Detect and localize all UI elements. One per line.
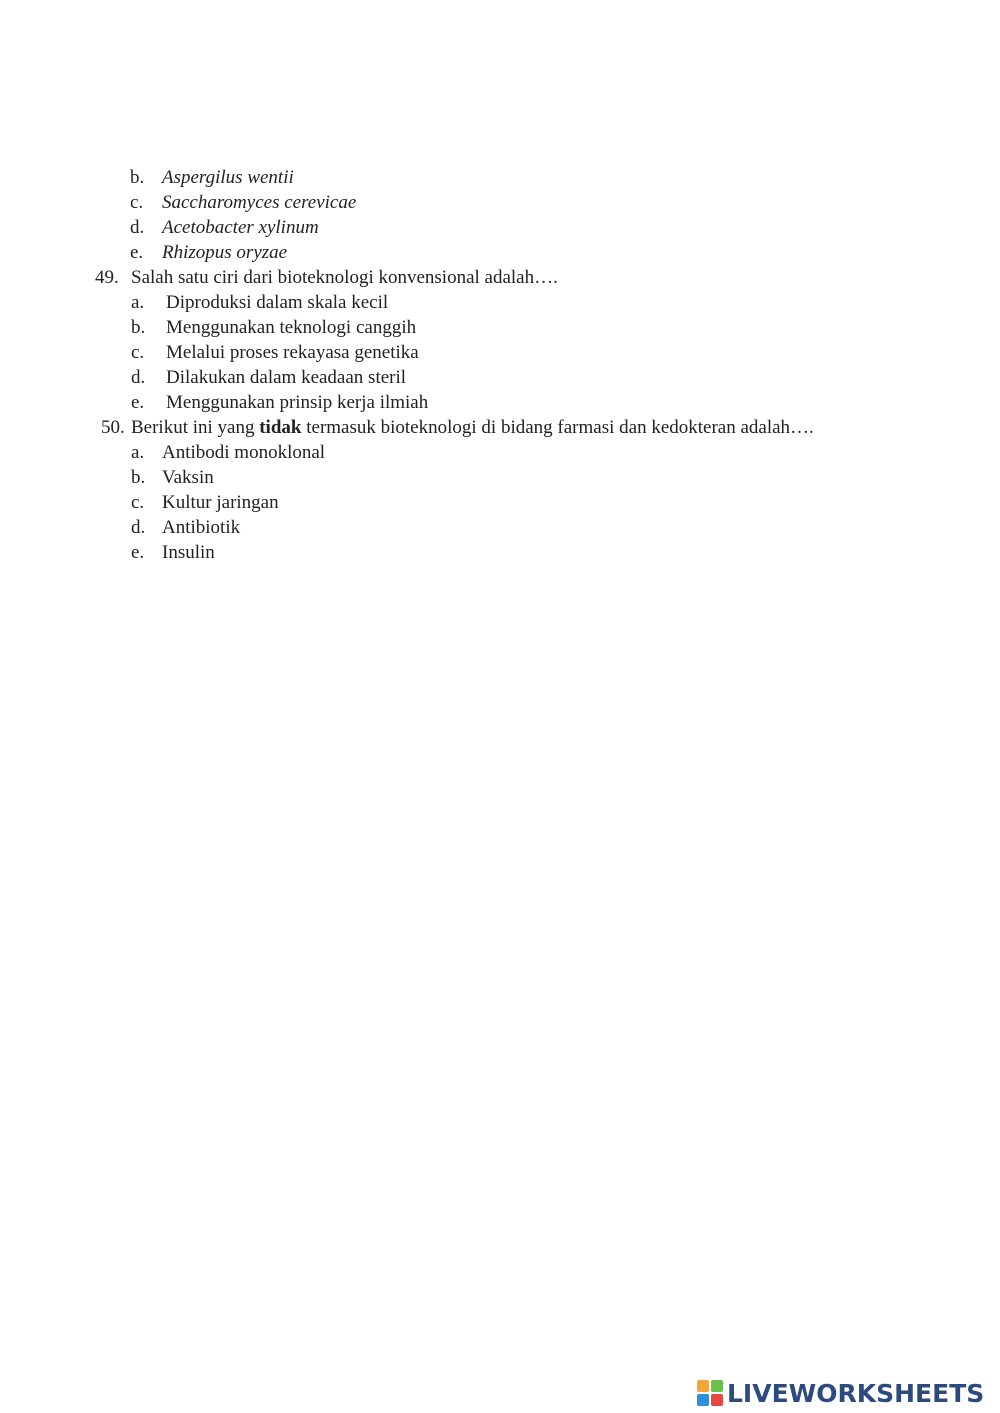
option-letter: b. [131, 467, 146, 488]
option-text: Saccharomyces cerevicae [162, 192, 357, 213]
option-text: Dilakukan dalam keadaan steril [166, 367, 407, 388]
question-text [131, 415, 814, 440]
option-text: Kultur jaringan [162, 492, 279, 513]
option-letter: c. [130, 192, 144, 213]
option-text: Menggunakan prinsip kerja ilmiah [166, 392, 429, 413]
option-letter: d. [131, 367, 146, 388]
liveworksheets-icon [697, 1380, 723, 1406]
option-letter: a. [131, 292, 145, 313]
liveworksheets-logo [697, 1376, 984, 1410]
question-number: 50. [101, 417, 125, 438]
option-text: Vaksin [162, 467, 214, 488]
logo-square [711, 1394, 723, 1406]
logo-square [697, 1380, 709, 1392]
option-letter: e. [131, 542, 145, 563]
option-letter: e. [130, 242, 144, 263]
option-letter: c. [131, 492, 145, 513]
question-number: 49. [95, 267, 119, 288]
question-text-emphasis: tidak [259, 417, 302, 438]
option-text: Melalui proses rekayasa genetika [166, 342, 419, 363]
option-text: Menggunakan teknologi canggih [166, 317, 417, 338]
question-text: Salah satu ciri dari bioteknologi konvensional adalah…. [131, 267, 558, 288]
option-letter: b. [131, 317, 146, 338]
option-letter: e. [131, 392, 145, 413]
option-text: Aspergilus wentii [162, 167, 294, 188]
option-text: Acetobacter xylinum [162, 217, 319, 238]
option-text: Diproduksi dalam skala kecil [166, 292, 389, 313]
option-text: Insulin [162, 542, 215, 563]
option-text: Rhizopus oryzae [162, 242, 288, 263]
option-letter: d. [131, 517, 146, 538]
option-letter: c. [131, 342, 145, 363]
option-letter: b. [130, 167, 145, 188]
logo-square [711, 1380, 723, 1392]
logo-text: LIVEWORKSHEETS [727, 1378, 985, 1408]
question-text-after: termasuk bioteknologi di bidang farmasi dan kedokteran adalah…. [301, 417, 814, 438]
option-text: Antibodi monoklonal [162, 442, 326, 463]
option-text: Antibiotik [162, 517, 241, 538]
question-text-before: Berikut ini yang [131, 417, 260, 438]
logo-square [697, 1394, 709, 1406]
option-letter: d. [130, 217, 145, 238]
option-letter: a. [131, 442, 145, 463]
